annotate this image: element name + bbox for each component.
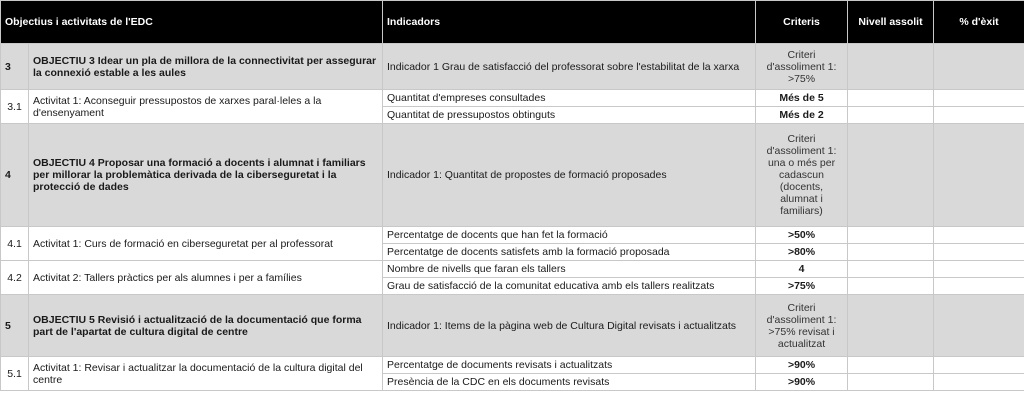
activity-description: Activitat 1: Revisar i actualitzar la documentació de la cultura digital del centre <box>29 357 383 391</box>
activity-description: Activitat 1: Aconseguir pressupostos de xarxes paral·leles a la d'ensenyament <box>29 90 383 124</box>
activity-number: 4.1 <box>1 227 29 261</box>
activity-row <box>1 261 1024 278</box>
objective-row <box>1 295 1024 357</box>
percent-exit-cell[interactable] <box>934 227 1024 244</box>
indicator-cell: Percentatge de docents que han fet la formació <box>383 227 756 244</box>
activity-row <box>1 90 1024 107</box>
criterion-cell: >80% <box>756 244 848 261</box>
header-percent-exit: % d'èxit <box>934 1 1024 44</box>
percent-exit-cell[interactable] <box>934 90 1024 107</box>
header-criteris: Criteris <box>756 1 848 44</box>
objective-row <box>1 44 1024 90</box>
criterion-cell: Criteri d'assoliment 1: >75% revisat i actualitzat <box>756 295 848 357</box>
criterion-cell: >75% <box>756 278 848 295</box>
percent-exit-cell[interactable] <box>934 244 1024 261</box>
nivell-assolit-cell[interactable] <box>848 295 934 357</box>
nivell-assolit-cell[interactable] <box>848 357 934 374</box>
nivell-assolit-cell[interactable] <box>848 90 934 107</box>
header-nivell-assolit: Nivell assolit <box>848 1 934 44</box>
percent-exit-cell[interactable] <box>934 357 1024 374</box>
activity-number: 5.1 <box>1 357 29 391</box>
objective-number: 3 <box>1 44 29 90</box>
indicator-cell: Quantitat d'empreses consultades <box>383 90 756 107</box>
activity-description: Activitat 1: Curs de formació en ciberseguretat per al professorat <box>29 227 383 261</box>
percent-exit-cell[interactable] <box>934 261 1024 278</box>
nivell-assolit-cell[interactable] <box>848 261 934 278</box>
indicator-cell: Percentatge de documents revisats i actualitzats <box>383 357 756 374</box>
criterion-cell: Més de 5 <box>756 90 848 107</box>
indicator-cell: Percentatge de docents satisfets amb la formació proposada <box>383 244 756 261</box>
nivell-assolit-cell[interactable] <box>848 278 934 295</box>
objective-description: OBJECTIU 3 Idear un pla de millora de la connectivitat per assegurar la connexió estable a les aules <box>29 44 383 90</box>
objective-description: OBJECTIU 4 Proposar una formació a docents i alumnat i familiars per millorar la problemàtica derivada de la ciberseguretat i la protecció de dades <box>29 124 383 227</box>
header-objectius: Objectius i activitats de l'EDC <box>1 1 383 44</box>
nivell-assolit-cell[interactable] <box>848 44 934 90</box>
nivell-assolit-cell[interactable] <box>848 227 934 244</box>
objective-number: 5 <box>1 295 29 357</box>
nivell-assolit-cell[interactable] <box>848 124 934 227</box>
indicator-cell: Indicador 1: Quantitat de propostes de formació proposades <box>383 124 756 227</box>
nivell-assolit-cell[interactable] <box>848 107 934 124</box>
percent-exit-cell[interactable] <box>934 124 1024 227</box>
criterion-cell: >90% <box>756 374 848 391</box>
criterion-cell: >90% <box>756 357 848 374</box>
criterion-cell: Criteri d'assoliment 1: >75% <box>756 44 848 90</box>
criterion-cell: 4 <box>756 261 848 278</box>
percent-exit-cell[interactable] <box>934 295 1024 357</box>
nivell-assolit-cell[interactable] <box>848 374 934 391</box>
indicator-cell: Nombre de nivells que faran els tallers <box>383 261 756 278</box>
percent-exit-cell[interactable] <box>934 278 1024 295</box>
criterion-cell: Més de 2 <box>756 107 848 124</box>
activity-row <box>1 357 1024 374</box>
activity-number: 4.2 <box>1 261 29 295</box>
percent-exit-cell[interactable] <box>934 374 1024 391</box>
header-indicadors: Indicadors <box>383 1 756 44</box>
nivell-assolit-cell[interactable] <box>848 244 934 261</box>
indicator-cell: Grau de satisfacció de la comunitat educativa amb els tallers realitzats <box>383 278 756 295</box>
objective-number: 4 <box>1 124 29 227</box>
activity-row <box>1 227 1024 244</box>
indicator-cell: Indicador 1: Items de la pàgina web de Cultura Digital revisats i actualitzats <box>383 295 756 357</box>
percent-exit-cell[interactable] <box>934 107 1024 124</box>
objective-description: OBJECTIU 5 Revisió i actualització de la documentació que forma part de l'apartat de cultura digital de centre <box>29 295 383 357</box>
indicator-cell: Indicador 1 Grau de satisfacció del professorat sobre l'estabilitat de la xarxa <box>383 44 756 90</box>
criterion-cell: Criteri d'assoliment 1: una o més per cadascun (docents, alumnat i familiars) <box>756 124 848 227</box>
header-row <box>1 1 1024 44</box>
criterion-cell: >50% <box>756 227 848 244</box>
activity-number: 3.1 <box>1 90 29 124</box>
objective-row <box>1 124 1024 227</box>
percent-exit-cell[interactable] <box>934 44 1024 90</box>
indicator-cell: Presència de la CDC en els documents revisats <box>383 374 756 391</box>
indicator-cell: Quantitat de pressupostos obtinguts <box>383 107 756 124</box>
activity-description: Activitat 2: Tallers pràctics per als alumnes i per a famílies <box>29 261 383 295</box>
